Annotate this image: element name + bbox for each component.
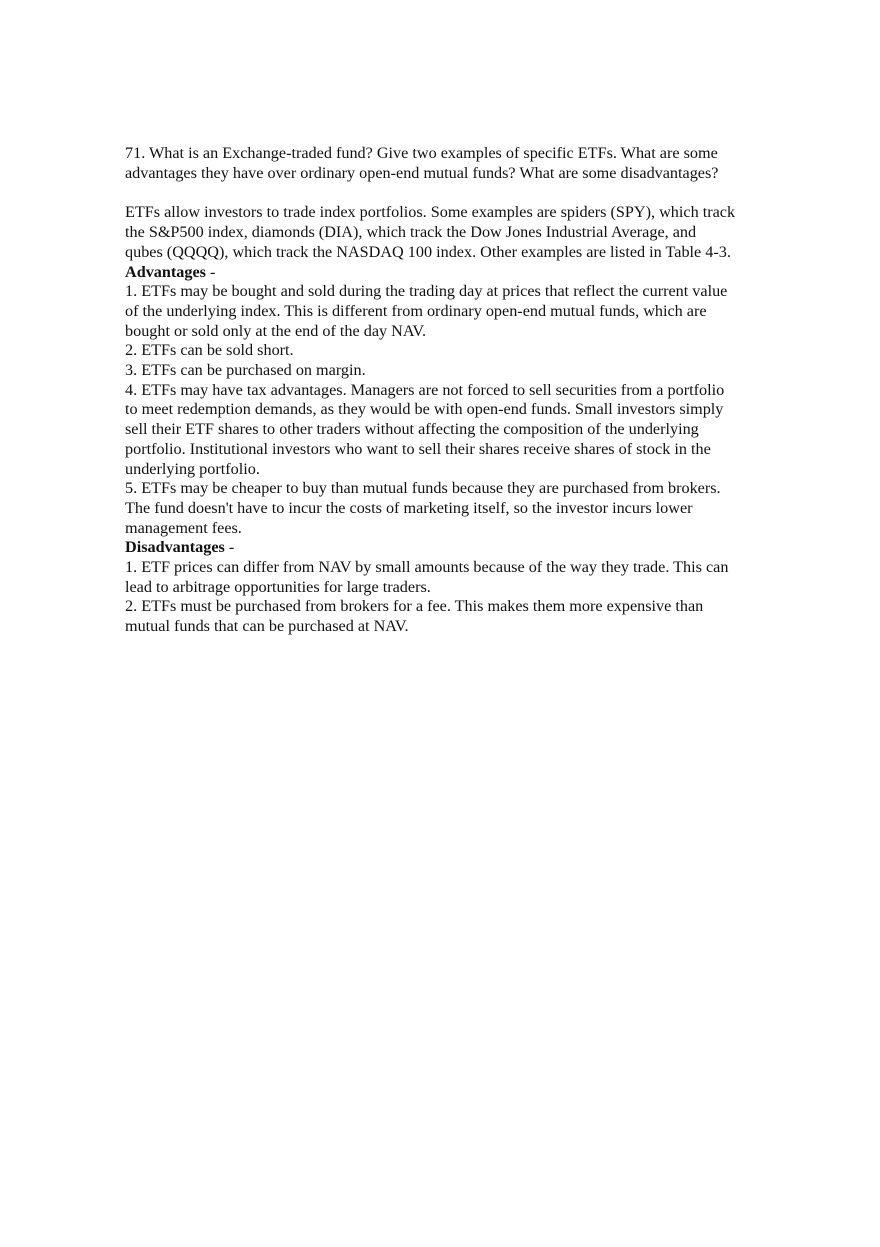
advantage-line: 2. ETFs can be sold short. xyxy=(125,341,294,360)
advantage-item-3 xyxy=(125,361,805,381)
disadvantages-heading-line xyxy=(125,538,805,558)
advantage-line: bought or sold only at the end of the day NAV. xyxy=(125,321,427,340)
advantage-line: of the underlying index. This is different from ordinary open-end mutual funds, which are xyxy=(125,301,707,320)
disadvantages-heading: Disadvantages xyxy=(125,538,225,557)
question-line: 71. What is an Exchange-traded fund? Give two examples of specific ETFs. What are some xyxy=(125,144,718,162)
advantage-line: 4. ETFs may have tax advantages. Managers are not forced to sell securities from a portfolio xyxy=(125,380,725,399)
advantage-item-2 xyxy=(125,341,805,361)
answer-intro-line: the S&P500 index, diamonds (DIA), which track the Dow Jones Industrial Average, and xyxy=(125,223,697,242)
disadvantage-line: 2. ETFs must be purchased from brokers for a fee. This makes them more expensive than xyxy=(125,597,704,616)
advantages-heading-line xyxy=(125,263,805,283)
answer-intro-line: ETFs allow investors to trade index portfolios. Some examples are spiders (SPY), which track xyxy=(125,203,736,222)
answer-intro-paragraph xyxy=(125,203,805,262)
question-line: advantages they have over ordinary open-end mutual funds? What are some disadvantages? xyxy=(125,163,719,182)
document-body xyxy=(125,144,805,637)
disadvantage-item-1 xyxy=(125,558,805,597)
advantage-line: underlying portfolio. xyxy=(125,459,260,478)
advantage-line: 5. ETFs may be cheaper to buy than mutual funds because they are purchased from brokers. xyxy=(125,479,721,498)
advantage-line: sell their ETF shares to other traders without affecting the composition of the underlying xyxy=(125,420,699,439)
disadvantage-line: 1. ETF prices can differ from NAV by small amounts because of the way they trade. This can xyxy=(125,558,729,577)
disadvantages-heading-suffix: - xyxy=(224,538,235,557)
disadvantage-item-2 xyxy=(125,597,805,636)
advantages-heading: Advantages xyxy=(125,262,206,281)
advantage-line: The fund doesn't have to incur the costs of marketing itself, so the investor incurs lower xyxy=(125,498,693,517)
answer-intro-line: qubes (QQQQ), which track the NASDAQ 100 index. Other examples are listed in Table 4-3. xyxy=(125,242,731,261)
advantage-item-1 xyxy=(125,282,805,341)
advantage-line: management fees. xyxy=(125,518,242,537)
advantage-line: 1. ETFs may be bought and sold during the trading day at prices that reflect the current value xyxy=(125,282,728,301)
advantage-line: portfolio. Institutional investors who want to sell their shares receive shares of stock in the xyxy=(125,439,711,458)
advantages-heading-suffix: - xyxy=(205,262,216,281)
advantage-item-5 xyxy=(125,479,805,538)
advantage-item-4 xyxy=(125,381,805,480)
question-paragraph xyxy=(125,144,805,183)
disadvantage-line: mutual funds that can be purchased at NAV. xyxy=(125,617,409,636)
disadvantage-line: lead to arbitrage opportunities for large traders. xyxy=(125,577,431,596)
advantage-line: 3. ETFs can be purchased on margin. xyxy=(125,361,366,380)
advantage-line: to meet redemption demands, as they would be with open-end funds. Small investors simply xyxy=(125,400,724,419)
